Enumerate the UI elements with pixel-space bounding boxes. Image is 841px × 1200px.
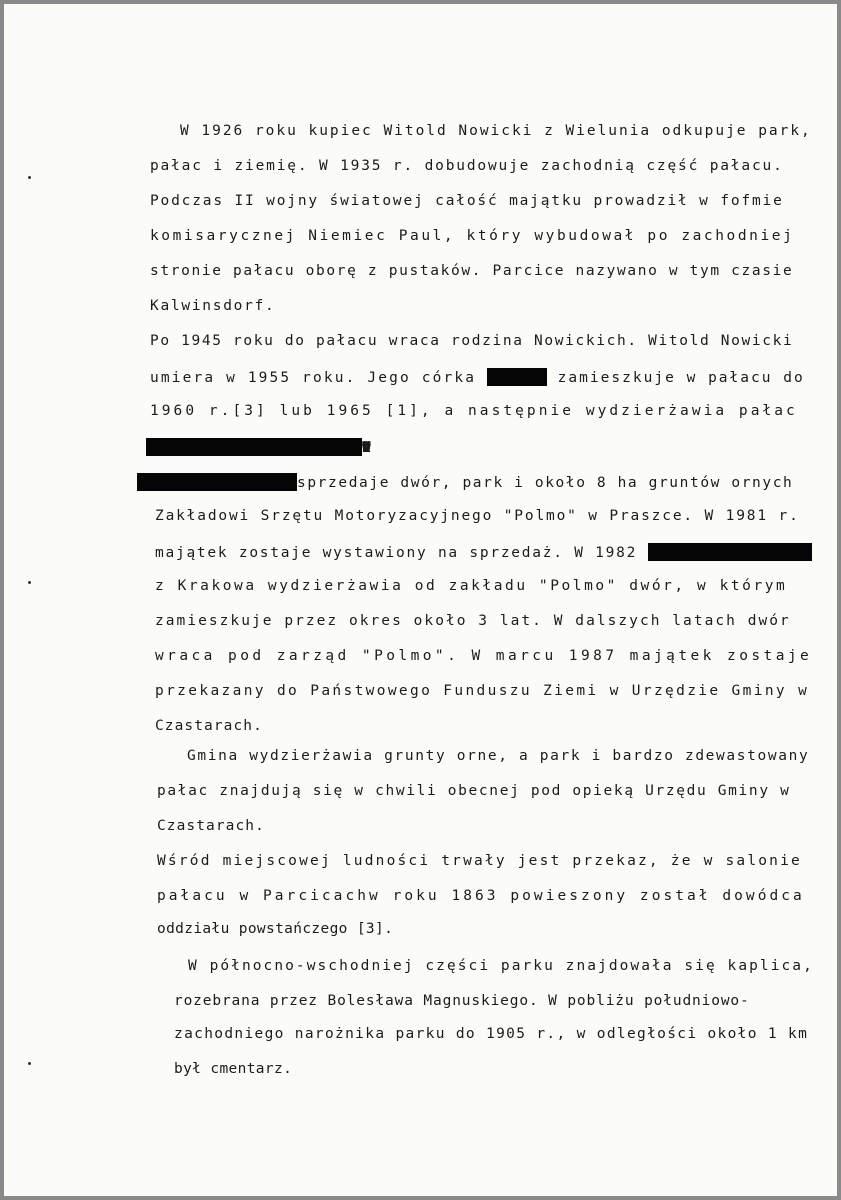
- text-line: [155, 578, 787, 594]
- text-run: pałac znajdują się w chwili obecnej pod opieką Urzędu Gminy w: [157, 783, 791, 799]
- text-run: W północno-wschodniej części parku znajdowała się kaplica,: [188, 958, 814, 974]
- text-line: [150, 263, 793, 279]
- text-run: z Krakowa wydzierżawia od zakładu "Polmo" dwór, w którym: [155, 578, 788, 594]
- text-line: [150, 368, 805, 386]
- text-run: Podczas II wojny światowej całość majątku prowadził w fofmie: [150, 193, 784, 209]
- text-run: W 1926 roku kupiec Witold Nowicki z Wielunia odkupuje park,: [180, 123, 812, 139]
- text-run: Czastarach.: [155, 718, 263, 734]
- text-line: [137, 473, 793, 491]
- redaction-bar: [648, 543, 812, 561]
- text-line: [150, 228, 794, 244]
- text-line: [187, 748, 809, 764]
- text-line: [174, 1026, 808, 1042]
- text-line: [155, 683, 809, 699]
- margin-dot: [28, 581, 31, 584]
- text-line: [174, 993, 750, 1009]
- text-run: 1960 r.[3] lub 1965 [1], a następnie wydzierżawia pałac: [150, 403, 798, 419]
- text-line: [155, 508, 800, 524]
- text-line: [150, 193, 784, 209]
- text-run: sprzedaje dwór, park i około 8 ha gruntów ornych: [297, 475, 794, 491]
- redaction-bar: [146, 438, 362, 456]
- text-run: zamieszkuje w pałacu do: [546, 370, 805, 386]
- text-run: pałacu w Parcicachw roku 1863 powieszony został dowódca: [157, 888, 805, 904]
- text-line: [157, 783, 790, 799]
- margin-dot: [28, 1062, 31, 1065]
- text-line: [150, 158, 784, 174]
- text-line: [155, 648, 812, 664]
- text-run: rozebrana przez Bolesława Magnuskiego. W pobliżu południowo-: [174, 993, 750, 1009]
- text-run: zamieszkuje przez okres około 3 lat. W dalszych latach dwór: [155, 613, 791, 629]
- text-run: zachodniego narożnika parku do 1905 r., w odległości około 1 km: [174, 1026, 809, 1042]
- redaction-bar: [137, 473, 297, 491]
- text-run: Gmina wydzierżawia grunty orne, a park i bardzo zdewastowany: [187, 748, 810, 764]
- text-line: [155, 543, 812, 561]
- text-run: Po 1945 roku do pałacu wraca rodzina Nowickich. Witold Nowicki: [150, 333, 794, 349]
- text-run: oddziału powstańczego [3].: [157, 921, 394, 937]
- text-line: [180, 123, 812, 139]
- text-run: Zakładowi Srzętu Motoryzacyjnego "Polmo" w Praszce. W 1981 r.: [155, 508, 800, 524]
- text-run: majątek zostaje wystawiony na sprzedaż. W 1982: [155, 545, 648, 561]
- text-run: wraca pod zarząd "Polmo". W marcu 1987 majątek zostaje: [155, 648, 813, 664]
- redaction-bar: [487, 368, 547, 386]
- text-line: [188, 958, 814, 974]
- text-run: Kalwinsdorf.: [150, 298, 276, 314]
- text-run: komisarycznej Niemiec Paul, który wybudował po zachodniej: [150, 228, 795, 244]
- document-page: [4, 4, 837, 1196]
- text-run: stronie pałacu oborę z pustaków. Parcice nazywano w tym czasie: [150, 263, 794, 279]
- text-line: [155, 718, 263, 734]
- text-line: [150, 298, 276, 314]
- text-line: [155, 613, 791, 629]
- text-line: [157, 921, 393, 937]
- text-line: [157, 853, 802, 869]
- text-run: przekazany do Państwowego Funduszu Ziemi w Urzędzie Gminy w: [155, 683, 810, 699]
- text-line: [150, 333, 793, 349]
- text-run: był cmentarz.: [174, 1061, 293, 1077]
- text-line: [146, 438, 362, 456]
- text-run: pałac i ziemię. W 1935 r. dobudowuje zachodnią część pałacu.: [150, 158, 784, 174]
- text-line: [174, 1061, 292, 1077]
- text-run: Wśród miejscowej ludności trwały jest przekaz, że w salonie: [157, 853, 802, 869]
- text-line: [157, 888, 805, 904]
- text-line: [157, 818, 265, 834]
- text-run: Czastarach.: [157, 818, 265, 834]
- text-line: [150, 403, 798, 419]
- margin-dot: [28, 176, 31, 179]
- text-run: umiera w 1955 roku. Jego córka: [150, 370, 487, 386]
